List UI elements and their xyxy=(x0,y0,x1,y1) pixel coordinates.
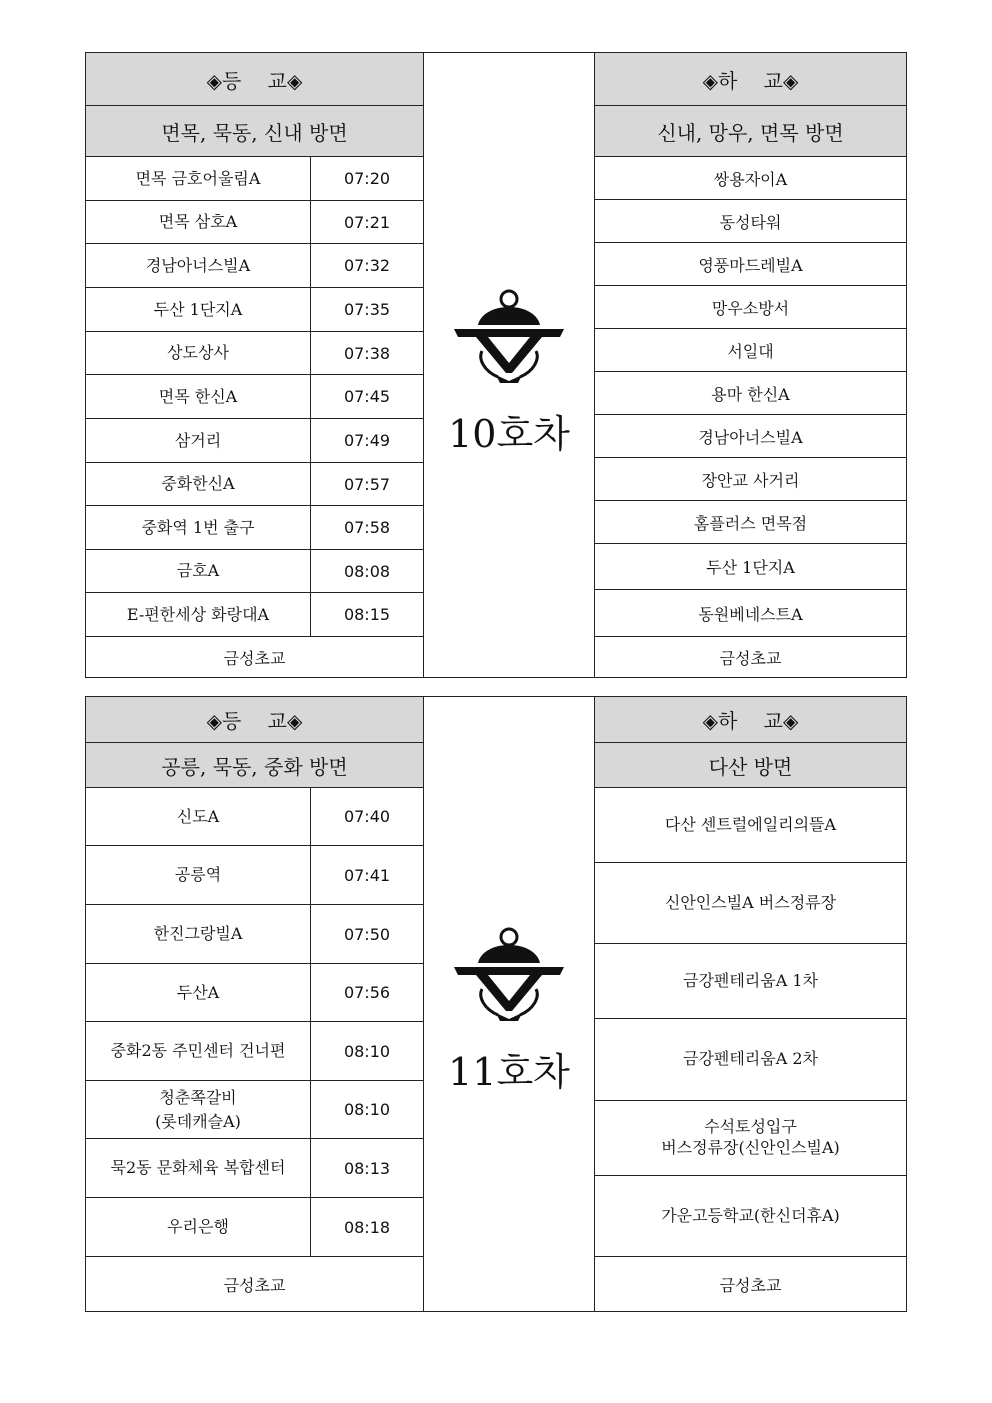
list-item: 서일대 xyxy=(595,329,906,372)
stop-name: 중화2동 주민센터 건너편 xyxy=(86,1022,311,1080)
stop-name: 신도A xyxy=(86,788,311,845)
list-item: 금강펜테리움A 1차 xyxy=(595,944,906,1019)
list-item: 쌍용자이A xyxy=(595,157,906,200)
stop-time: 07:21 xyxy=(343,212,391,232)
stop-time: 08:10 xyxy=(343,1100,391,1119)
afternoon-header: ◈하 교◈ xyxy=(595,53,906,106)
morning-direction: 공릉, 묵동, 중화 방면 xyxy=(86,743,423,788)
stop-time: 07:57 xyxy=(343,474,391,494)
list-item: 동성타워 xyxy=(595,200,906,243)
stop-name: 중화한신A xyxy=(86,463,311,505)
bus-number-label: 11호차 xyxy=(448,1050,570,1094)
stop-time: 07:45 xyxy=(343,387,391,406)
stop-name: 우리은행 xyxy=(86,1198,311,1256)
list-item: 금강펜테리움A 2차 xyxy=(595,1019,906,1101)
stop-name: 금호A xyxy=(86,550,311,592)
list-item: 수석토성입구 버스정류장(신안인스빌A) xyxy=(595,1101,906,1176)
list-item: 용마 한신A xyxy=(595,372,906,415)
afternoon-route-column xyxy=(595,697,906,1311)
table-row xyxy=(86,157,423,201)
stop-name: 경남아너스빌A xyxy=(86,244,311,287)
table-row xyxy=(86,506,423,550)
morning-header: ◈등 교◈ xyxy=(86,53,423,106)
stop-name: 상도상사 xyxy=(86,332,311,374)
table-row xyxy=(86,1022,423,1081)
bus-number-label: 10호차 xyxy=(448,412,570,456)
stop-time: 08:13 xyxy=(343,1158,391,1178)
morning-header: ◈등 교◈ xyxy=(86,697,423,743)
list-item: 신안인스빌A 버스정류장 xyxy=(595,863,906,944)
list-item: 가운고등학교(한신더휴A) xyxy=(595,1176,906,1257)
list-item: 홈플러스 면목점 xyxy=(595,501,906,544)
table-row xyxy=(86,593,423,637)
stop-time: 07:50 xyxy=(343,924,391,944)
table-row xyxy=(86,463,423,506)
list-item: 동원베네스트A xyxy=(595,590,906,637)
afternoon-destination: 금성초교 xyxy=(719,648,782,668)
table-row xyxy=(86,332,423,375)
bus-number-panel xyxy=(423,697,595,1311)
stop-time: 07:49 xyxy=(343,431,391,450)
stop-time: 07:32 xyxy=(343,256,391,275)
afternoon-header: ◈하 교◈ xyxy=(595,697,906,743)
bus-number-panel xyxy=(423,53,595,677)
stop-name: 삼거리 xyxy=(86,419,311,462)
stop-name: E-편한세상 화랑대A xyxy=(86,593,311,636)
stop-time: 08:15 xyxy=(343,605,391,624)
stop-time: 08:18 xyxy=(343,1217,391,1237)
table-row xyxy=(86,964,423,1022)
stop-time: 07:56 xyxy=(343,983,391,1002)
stop-name: 면목 삼호A xyxy=(86,201,311,243)
stop-time: 07:20 xyxy=(343,169,391,188)
list-item: 다산 센트럴에일리의뜰A xyxy=(595,788,906,863)
table-row xyxy=(86,375,423,419)
bus-10-schedule xyxy=(85,52,907,678)
stop-name: 두산 1단지A xyxy=(86,288,311,331)
table-row xyxy=(86,201,423,244)
stop-time: 07:38 xyxy=(343,343,391,363)
stop-time: 07:35 xyxy=(343,300,391,319)
list-item: 장안교 사거리 xyxy=(595,458,906,501)
stop-time: 07:40 xyxy=(343,807,391,826)
stop-time: 07:58 xyxy=(343,518,391,537)
afternoon-route-column xyxy=(595,53,906,677)
table-row xyxy=(86,550,423,593)
stop-time: 08:08 xyxy=(343,561,391,581)
school-emblem-icon xyxy=(452,289,566,385)
morning-direction: 면목, 묵동, 신내 방면 xyxy=(86,106,423,157)
stop-name: 면목 한신A xyxy=(86,375,311,418)
afternoon-destination: 금성초교 xyxy=(719,1275,782,1295)
list-item: 두산 1단지A xyxy=(595,544,906,590)
stop-name: 면목 금호어울림A xyxy=(86,157,311,200)
stop-name: 청춘쪽갈비 (롯데캐슬A) xyxy=(86,1081,311,1138)
stop-name: 한진그랑빌A xyxy=(86,905,311,963)
morning-route-column xyxy=(86,697,423,1311)
table-row xyxy=(86,244,423,288)
afternoon-direction: 신내, 망우, 면목 방면 xyxy=(595,106,906,157)
table-row xyxy=(86,1198,423,1257)
table-row xyxy=(86,1081,423,1139)
table-row xyxy=(86,419,423,463)
table-row xyxy=(86,1139,423,1198)
bus-11-schedule xyxy=(85,696,907,1312)
morning-route-column xyxy=(86,53,423,677)
table-row xyxy=(86,788,423,846)
list-item: 경남아너스빌A xyxy=(595,415,906,458)
stop-time: 08:10 xyxy=(343,1041,391,1061)
list-item: 영풍마드레빌A xyxy=(595,243,906,286)
stop-name: 중화역 1번 출구 xyxy=(86,506,311,549)
stop-name: 공릉역 xyxy=(86,846,311,904)
morning-destination: 금성초교 xyxy=(223,648,286,668)
morning-destination: 금성초교 xyxy=(223,1275,286,1295)
table-row xyxy=(86,846,423,905)
stop-name: 묵2동 문화체육 복합센터 xyxy=(86,1139,311,1197)
table-row xyxy=(86,905,423,964)
table-row xyxy=(86,288,423,332)
list-item: 망우소방서 xyxy=(595,286,906,329)
stop-time: 07:41 xyxy=(343,865,391,885)
stop-name: 두산A xyxy=(86,964,311,1021)
school-emblem-icon xyxy=(452,927,566,1023)
afternoon-direction: 다산 방면 xyxy=(595,743,906,788)
